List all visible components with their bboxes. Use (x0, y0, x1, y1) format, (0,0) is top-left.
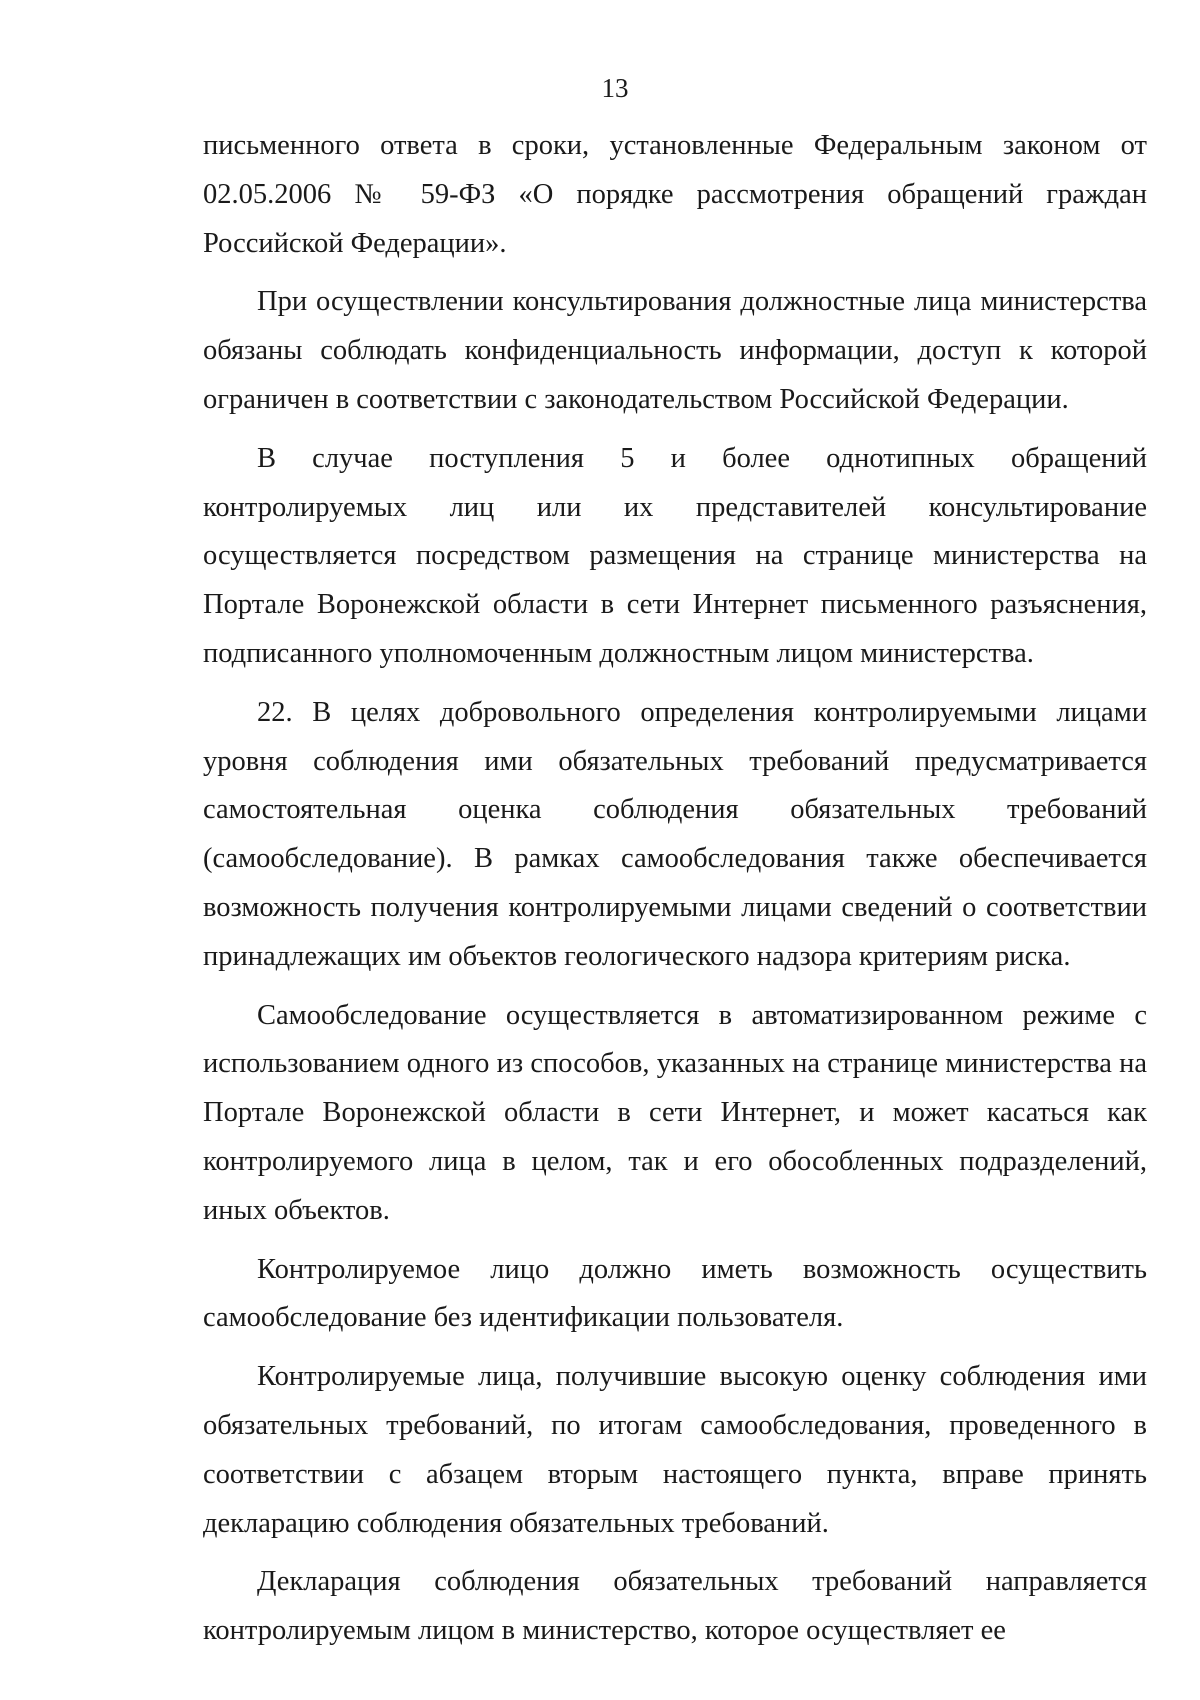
paragraph-no-identification: Контролируемое лицо должно иметь возможность осуществить самообследование без идентификации пользователя. (203, 1253, 1147, 1334)
paragraph-item-22: 22. В целях добровольного определения контролируемыми лицами уровня соблюдения ими обязательных требований предусматривается самостоятельная оценка соблюдения обязательных требований (самообследование). В рамках самообследования также обеспечивается возможность получения контролируемыми лицами сведений о соответствии принадлежащих им объектов геологического надзора критериям риска. (203, 696, 1147, 972)
paragraph-self-assessment-mode: Самообследование осуществляется в автоматизированном режиме с использованием одного из способов, указанных на странице министерства на Портале Воронежской области в сети Интернет, и может касаться как контролируемого лица в целом, так и его обособленных подразделений, иных объектов. (203, 999, 1147, 1226)
paragraph-multiple-requests: В случае поступления 5 и более однотипных обращений контролируемых лиц или их представителей консультирование осуществляется посредством размещения на странице министерства на Портале Воронежской области в сети Интернет письменного разъяснения, подписанного уполномоченным должностным лицом министерства. (203, 442, 1147, 669)
paragraph-declaration-submission: Декларация соблюдения обязательных требований направляется контролируемым лицом в министерство, которое осуществляет ее (203, 1566, 1147, 1647)
paragraph-declaration-right: Контролируемые лица, получившие высокую оценку соблюдения ими обязательных требований, по итогам самообследования, проведенного в соответствии с абзацем вторым настоящего пункта, вправе принять декларацию соблюдения обязательных требований. (203, 1361, 1147, 1539)
paragraph-continuation: письменного ответа в сроки, установленные Федеральным законом от 02.05.2006 № 59-ФЗ «О порядке рассмотрения обращений граждан Российской Федерации». (203, 130, 1147, 259)
document-body (203, 122, 1147, 1656)
paragraph-consultation-confidentiality: При осуществлении консультирования должностные лица министерства обязаны соблюдать конфиденциальность информации, доступ к которой ограничен в соответствии с законодательством Российской Федерации. (203, 286, 1147, 415)
page-number: 13 (601, 73, 629, 103)
